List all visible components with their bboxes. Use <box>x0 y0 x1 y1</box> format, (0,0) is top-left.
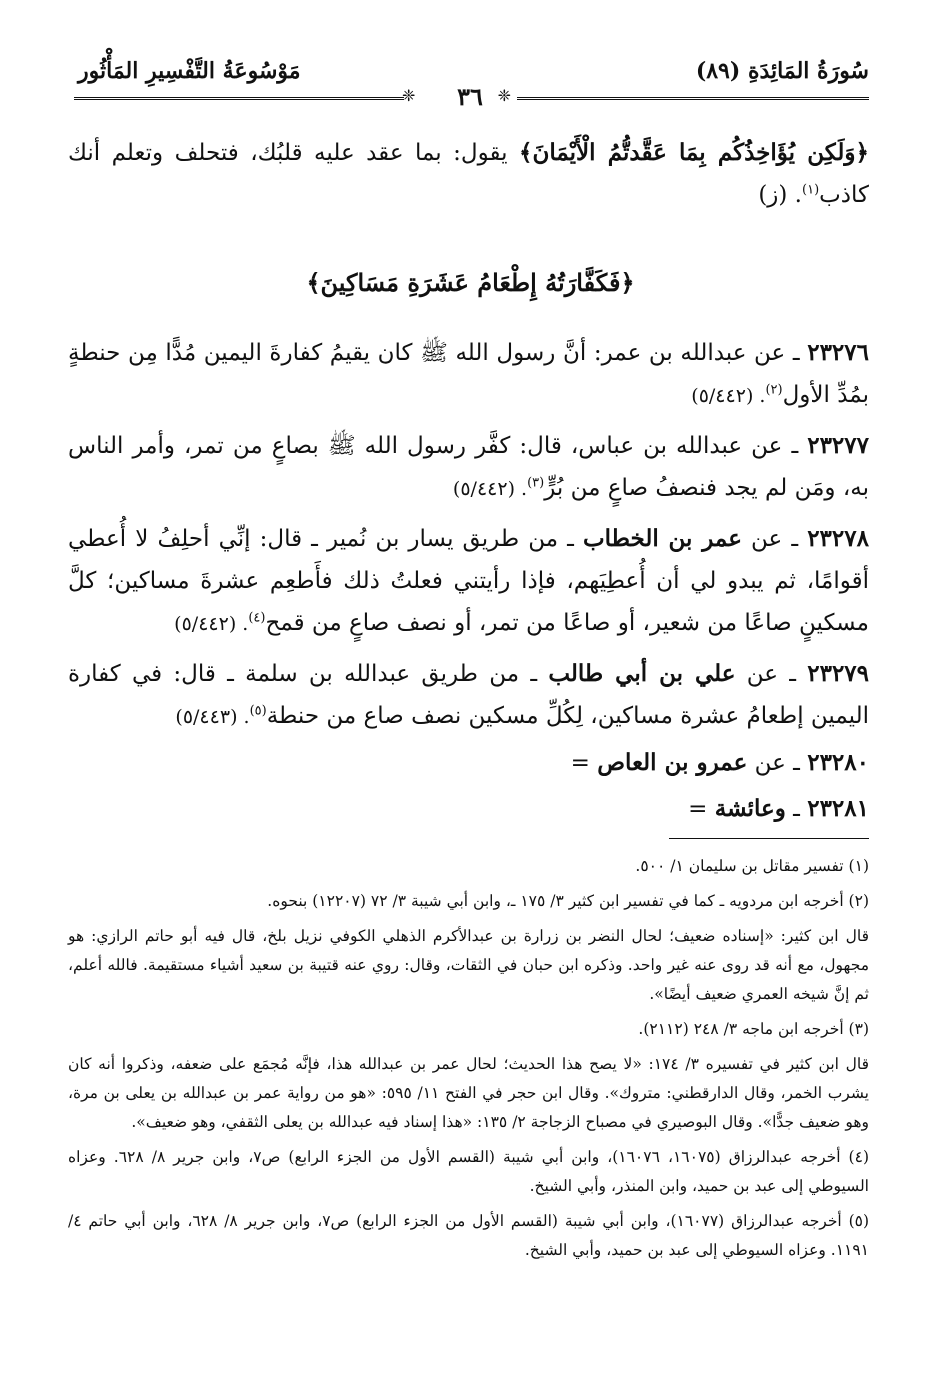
quran-verse: ﴿وَلَكِن يُؤَاخِذُكُم بِمَا عَقَّدتُّمُ الْأَيْمَانَ﴾ <box>518 139 869 166</box>
entry-number: ٢٣٢٧٩ <box>807 660 870 687</box>
footnote-ref: (١) <box>802 182 820 198</box>
header-rule-left <box>74 97 404 100</box>
entry-23278 <box>68 518 869 645</box>
intro-block <box>68 132 869 216</box>
entry-text: ـ <box>785 796 808 822</box>
narrator-name: وعائشة <box>714 795 786 822</box>
entry-number: ٢٣٢٨١ <box>807 795 869 822</box>
entry-text: ـ من طريق يسار بن نُمير ـ قال: إنِّي أحلِفُ لا أُعطي أقوامًا، ثم يبدو لي أن أُعطِيَهم، فإذا رأيتني فعلتُ ذلك فأَطعِم عشرةَ مساكين؛ كلَّ مسكينٍ صاعًا من شعير، أو صاعًا من تمر، أو نصف صاعٍ من قمح <box>68 526 869 636</box>
entry-23281 <box>68 788 869 830</box>
entries-block <box>68 332 869 830</box>
entry-text: ـ عن عبدالله بن عمر: أنَّ رسول الله ﷺ كان يقيمُ كفارةَ اليمين مُدًّا مِن حنطةٍ بمُدِّ الأول <box>68 340 869 408</box>
narrator-name: علي بن أبي طالب <box>548 660 736 687</box>
entry-number: ٢٣٢٧٦ <box>807 339 869 366</box>
intro-text: يقول: بما عقد عليه قلبُك، فتحلف وتعلم أنك كاذب <box>68 140 869 208</box>
page-number: ٣٦ <box>457 82 483 111</box>
source-ref: . (٥/٤٤٢) <box>691 385 766 407</box>
book-title-header: مَوْسُوعَةُ التَّفْسِيرِ المَأْثُور <box>78 58 301 84</box>
entry-23280 <box>68 742 869 784</box>
footnote-3-comment: قال ابن كثير في تفسيره ٣/ ١٧٤: «لا يصح هذا الحديث؛ لحال عمر بن عبدالله هذا، فإنَّه مُجمَع على ضعفه، وذكروا أنه كان يشرب الخمر، وقال الدارقطني: متروك». وقال ابن حجر في الفتح ١١/ ٥٩٥: «هو من رواية عمر بن عبدالله بن يعلى بن مرة، وهو ضعيف جدًّا». وقال البوصيري في مصباح الزجاجة ٢/ ١٣٥: «هذا إسناد فيه عبدالله بن يعلى الثقفي، وهو ضعيف». <box>68 1055 869 1131</box>
section-heading: ﴿فَكَفَّارَتُهُ إِطْعَامُ عَشَرَةِ مَسَاكِينَ﴾ <box>306 268 635 297</box>
entry-text: = <box>570 750 598 776</box>
entry-number: ٢٣٢٨٠ <box>807 749 869 776</box>
ornament-left-icon: ❈ <box>402 86 416 105</box>
footnote-2: (٢) أخرجه ابن مردويه ـ كما في تفسير ابن كثير ٣/ ١٧٥ ـ، وابن أبي شيبة ٣/ ٧٢ (١٢٢٠٧) بنحوه. <box>267 892 869 910</box>
entry-number: ٢٣٢٧٨ <box>807 525 869 552</box>
source-tag: . (ز) <box>758 182 802 208</box>
surah-header: سُورَةُ المَائِدَةِ (٨٩) <box>695 58 869 84</box>
source-ref: . (٥/٤٤٢) <box>452 478 528 500</box>
footnote-4: (٤) أخرجه عبدالرزاق (١٦٠٧٥، ١٦٠٧٦)، وابن أبي شيبة (القسم الأول من الجزء الرابع) ص٧، وابن جرير ٨/ ٦٢٨. وعزاه السيوطي إلى عبد بن حميد، وابن المنذر، وأبي الشيخ. <box>68 1148 869 1195</box>
footnote-3: (٣) أخرجه ابن ماجه ٣/ ٢٤٨ (٢١١٢). <box>638 1020 869 1038</box>
footnote-ref: (٤) <box>248 610 266 626</box>
footnote-1: (١) تفسير مقاتل بن سليمان ١/ ٥٠٠. <box>635 857 869 875</box>
source-ref: . (٥/٤٤٣) <box>175 706 250 728</box>
entry-23277 <box>68 425 869 510</box>
footnote-ref: (٥) <box>249 703 267 719</box>
narrator-name: عمرو بن العاص <box>597 749 748 776</box>
entry-number: ٢٣٢٧٧ <box>807 432 869 459</box>
entry-text: = <box>688 796 715 822</box>
footnotes <box>68 852 869 1271</box>
intro-paragraph <box>68 132 869 216</box>
source-ref: . (٥/٤٤٢) <box>174 613 249 635</box>
entry-text: ـ من طريق عبدالله بن سلمة ـ قال: في كفارة اليمين إطعامُ عشرة مساكين، لِكُلِّ مسكين نصف صاع من حنطة <box>68 661 869 729</box>
footnote-5: (٥) أخرجه عبدالرزاق (١٦٠٧٧)، وابن أبي شيبة (القسم الأول من الجزء الرابع) ص٧، وابن جرير ٨/ ٦٢٨، وابن أبي حاتم ٤/ ١١٩١. وعزاه السيوطي إلى عبد بن حميد، وأبي الشيخ. <box>68 1212 870 1259</box>
entry-23276 <box>68 332 869 417</box>
entry-text: ـ عن <box>747 750 808 776</box>
entry-text: ـ عن <box>735 661 808 687</box>
entry-text: ـ عن <box>741 526 808 552</box>
footnote-ref: (٢) <box>765 382 783 398</box>
entry-text: ـ عن عبدالله بن عباس، قال: كفَّر رسول الله ﷺ بصاعٍ من تمر، وأمر الناس به، ومَن لم يجد فنصفُ صاعٍ من بُرٍّ <box>68 433 869 501</box>
header-rule-right <box>517 97 869 100</box>
narrator-name: عمر بن الخطاب <box>582 525 742 552</box>
footnote-separator <box>669 838 869 839</box>
ornament-right-icon: ❈ <box>497 86 511 105</box>
footnote-ref: (٣) <box>527 475 545 491</box>
footnote-2-comment: قال ابن كثير: «إسناده ضعيف؛ لحال النضر بن زرارة بن عبدالأكرم الذهلي الكوفي نزيل بلخ، قال فيه أبو حاتم الرازي: هو مجهول، مع أنه قد روى عنه غير واحد. وذكره ابن حبان في الثقات، وقال: روي عنه قتيبة بن سعيد أشياء مستقيمة. فالله أعلم، ثم إنَّ شيخه العمري ضعيف أيضًا». <box>68 927 869 1003</box>
entry-23279 <box>68 653 869 738</box>
